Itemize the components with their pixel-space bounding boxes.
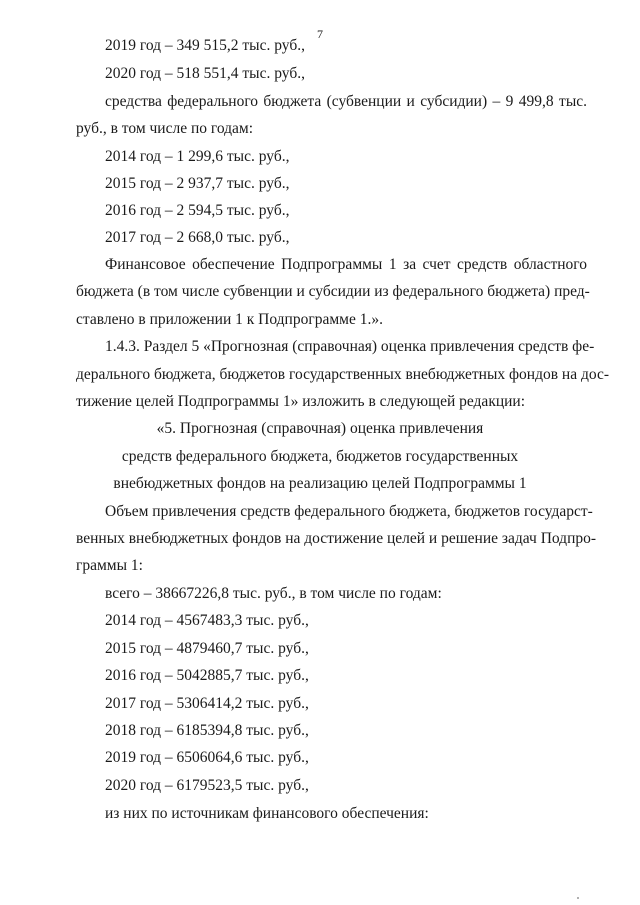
total-line-2017: 2017 год – 5306414,2 тыс. руб., <box>105 695 309 712</box>
heading-line: внебюджетных фондов на реализацию целей Подпрограммы 1 <box>113 475 527 492</box>
page-number: 7 <box>317 27 323 41</box>
paragraph-line: бюджета (в том числе субвенции и субсидии из федерального бюджета) пред- <box>76 283 590 300</box>
paragraph-line: средства федерального бюджета (субвенции и субсидии) – 9 499,8 тыс. <box>105 93 587 110</box>
paragraph-line: ставлено в приложении 1 к Подпрограмме 1.». <box>76 311 383 328</box>
total-line-2019: 2019 год – 6506064,6 тыс. руб., <box>105 749 309 766</box>
total-line: всего – 38667226,8 тыс. руб., в том числе по годам: <box>105 585 442 602</box>
federal-line-2014: 2014 год – 1 299,6 тыс. руб., <box>105 148 290 165</box>
federal-line-2017: 2017 год – 2 668,0 тыс. руб., <box>105 229 290 246</box>
federal-line-2016: 2016 год – 2 594,5 тыс. руб., <box>105 202 290 219</box>
paragraph-line: тижение целей Подпрограммы 1» изложить в следующей редакции: <box>76 393 526 410</box>
heading-line: «5. Прогнозная (справочная) оценка привлечения <box>156 420 484 437</box>
scan-speck <box>577 897 579 899</box>
paragraph-line: дерального бюджета, бюджетов государственных внебюджетных фондов на дос- <box>76 366 610 383</box>
total-line-2015: 2015 год – 4879460,7 тыс. руб., <box>105 640 309 657</box>
paragraph-line: венных внебюджетных фондов на достижение целей и решение задач Подпро- <box>76 530 597 547</box>
budget-line-2019: 2019 год – 349 515,2 тыс. руб., <box>105 37 305 54</box>
total-line-2018: 2018 год – 6185394,8 тыс. руб., <box>105 722 309 739</box>
paragraph-line: Объем привлечения средств федерального бюджета, бюджетов государст- <box>105 503 593 520</box>
total-line-2016: 2016 год – 5042885,7 тыс. руб., <box>105 667 309 684</box>
sources-line: из них по источникам финансового обеспечения: <box>105 805 429 822</box>
heading-line: средств федерального бюджета, бюджетов государственных <box>121 448 519 465</box>
paragraph-line: руб., в том числе по годам: <box>76 120 254 137</box>
federal-line-2015: 2015 год – 2 937,7 тыс. руб., <box>105 175 290 192</box>
paragraph-line: Финансовое обеспечение Подпрограммы 1 за счет средств областного <box>105 256 587 273</box>
paragraph-line: 1.4.3. Раздел 5 «Прогнозная (справочная) оценка привлечения средств фе- <box>105 338 595 355</box>
total-line-2020: 2020 год – 6179523,5 тыс. руб., <box>105 777 309 794</box>
total-line-2014: 2014 год – 4567483,3 тыс. руб., <box>105 612 309 629</box>
budget-line-2020: 2020 год – 518 551,4 тыс. руб., <box>105 65 305 82</box>
paragraph-line: граммы 1: <box>76 557 143 574</box>
